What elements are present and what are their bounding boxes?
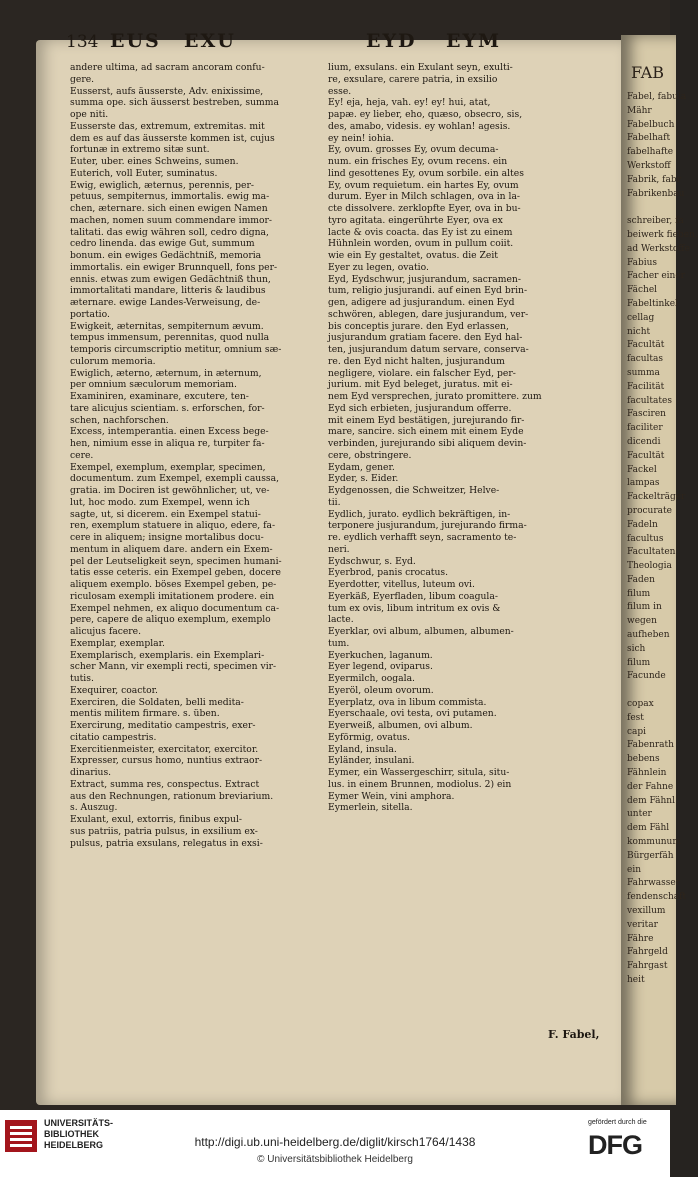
edge-text-line: Fahrgast xyxy=(627,961,668,972)
text-line: Exemplar, exemplar. xyxy=(70,637,165,649)
edge-text-line: Facultaten xyxy=(627,547,676,558)
edge-text-line: procurate xyxy=(627,505,672,516)
edge-text-line: capi xyxy=(627,726,647,737)
text-line: Eydlich, jurato. eydlich bekräftigen, in- xyxy=(328,508,511,520)
edge-text-line: aufheben xyxy=(627,630,670,641)
text-line: Expresser, cursus homo, nuntius extraor- xyxy=(70,755,263,767)
edge-text-line: schreiber, fa xyxy=(627,216,684,227)
text-line: Excess, intemperantia. einen Excess bege- xyxy=(70,426,269,438)
text-line: mit einem Eyd bestätigen, jurejurando fir- xyxy=(328,414,525,426)
text-line: terponere jusjurandum, jurejurando firma- xyxy=(328,520,527,532)
text-line: cere, obstringere. xyxy=(328,449,412,461)
text-line: lium, exsulans. ein Exulant seyn, exulti- xyxy=(328,62,513,73)
text-line: bis conceptis jurare. den Eyd erlassen, xyxy=(328,320,509,332)
text-line: immortalitati mandare, litteris & laudibus xyxy=(70,285,266,297)
text-line: gratia. im Dociren ist gewöhnlicher, ut, ve- xyxy=(70,485,270,496)
text-line: re. den Eyd nicht halten, jusjurandum xyxy=(328,355,505,367)
text-line: per omnium sæculorum memoriam. xyxy=(70,379,237,391)
edge-text-line: unter xyxy=(627,809,652,820)
text-line: Ewigkeit, æternitas, sempiternum ævum. xyxy=(70,320,264,332)
text-line: Eyerbrod, panis crocatus. xyxy=(328,567,449,579)
edge-text-line: Fahrgeld xyxy=(627,947,668,958)
text-line: Eyder, s. Eider. xyxy=(328,473,399,485)
text-line: lut, hoc modo. zum Exempel, wenn ich xyxy=(70,496,250,508)
text-line: gere. xyxy=(70,73,95,85)
text-line: cedro linenda. das ewige Gut, summum xyxy=(70,238,255,250)
text-line: ennis. etwas zum ewigen Gedächtniß thun, xyxy=(70,273,271,285)
text-line: Eyland, insula. xyxy=(328,743,397,755)
text-line: cere. xyxy=(70,449,94,461)
text-line: machen, nomen suum commendare immor- xyxy=(70,214,273,226)
text-line: gen, adigere ad jusjurandum. einen Eyd xyxy=(328,297,515,308)
edge-text-line: Fahrwasser xyxy=(627,878,681,889)
text-line: cte dissolvere. zerklopfte Eyer, ova in bu- xyxy=(328,203,521,214)
text-line: Exercitienmeister, exercitator, exercitor. xyxy=(70,743,259,755)
text-line: durum. Eyer in Milch schlagen, ova in la- xyxy=(328,191,521,203)
text-line: Exerciren, die Soldaten, belli medita- xyxy=(70,696,244,708)
edge-text-line: Fabrik, fabr xyxy=(627,174,681,185)
text-line: sus patriis, patria pulsus, in exsilium ex- xyxy=(70,825,258,837)
edge-text-line: nicht xyxy=(627,326,651,337)
text-line: Eydam, gener. xyxy=(328,461,395,473)
text-line: tempus immensum, perennitas, quod nulla xyxy=(70,332,270,344)
edge-text-line: lampas xyxy=(627,478,660,489)
catchword: F. Fabel, xyxy=(548,1028,600,1041)
text-line: lacte. xyxy=(328,614,354,626)
next-page-text xyxy=(621,35,698,988)
text-line: nem Eyd versprechen, jurato promittere. zum xyxy=(328,391,542,402)
edge-text-line: filum xyxy=(627,588,651,599)
text-line: Exempel nehmen, ex aliquo documentum ca- xyxy=(70,602,280,614)
text-line: Eymerlein, sitella. xyxy=(328,802,413,814)
edge-text-line: Mähr xyxy=(627,105,652,116)
text-line: hen, nimium esse in aliqua re, turpiter fa- xyxy=(70,438,265,449)
text-line: portatio. xyxy=(70,308,110,320)
text-line: dinarius. xyxy=(70,767,112,778)
text-line: Euterich, voll Euter, suminatus. xyxy=(70,167,218,179)
text-line: dem es auf das äusserste kommen ist, cujus xyxy=(70,132,275,144)
text-line: Eyeröl, oleum ovorum. xyxy=(328,684,434,696)
text-line: Exequirer, coactor. xyxy=(70,684,158,696)
funder-logo[interactable] xyxy=(588,1118,666,1174)
page-number: 134 xyxy=(66,32,99,52)
edge-text-line: Bürgerfäh xyxy=(627,850,674,861)
text-line: tyro agitata. eingerührte Eyer, ova ex xyxy=(328,214,503,226)
edge-text-line: Theologia xyxy=(627,561,672,572)
funded-by-label: gefördert durch die xyxy=(588,1119,647,1126)
edge-text-line xyxy=(627,201,676,215)
edge-text-line: kommunum xyxy=(627,837,681,848)
edge-text-line: Fabeltinkel xyxy=(627,298,678,309)
text-line: Exulant, exul, extorris, finibus expul- xyxy=(70,814,242,825)
headword-4: EYM xyxy=(446,30,502,52)
edge-text-line: Werkstoff xyxy=(627,160,671,171)
text-line: mare, sancire. sich einem mit einem Eyde xyxy=(328,426,524,438)
text-line: andere ultima, ad sacram ancoram confu- xyxy=(70,62,265,73)
edge-text-line: dem Fähnl xyxy=(627,795,675,806)
viewer-footer xyxy=(0,1110,670,1177)
text-line: s. Auszug. xyxy=(70,802,118,814)
edge-text-line: Fächel xyxy=(627,285,658,296)
text-line: ope niti. xyxy=(70,109,109,120)
text-line: Exempel, exemplum, exemplar, specimen, xyxy=(70,461,266,473)
edge-text-line: Fabelhaft xyxy=(627,133,671,144)
edge-text-line: Fasciren xyxy=(627,409,666,420)
text-line: Eyerklar, ovi album, albumen, albumen- xyxy=(328,626,514,637)
edge-text-line: fabelhafte xyxy=(627,147,674,158)
text-line: re, exsulare, carere patria, in exsilio xyxy=(328,73,498,85)
text-line: pere, capere de aliquo exemplum, exemplo xyxy=(70,614,271,626)
edge-text-line: heit xyxy=(627,975,645,985)
edge-text-line: fendenschaft xyxy=(627,892,687,903)
text-line: Eyd, Eydschwur, jusjurandum, sacramen- xyxy=(328,273,521,285)
text-line: lind gesottenes Ey, ovum sorbile. ein altes xyxy=(328,167,524,179)
text-line: Eymer Wein, vini amphora. xyxy=(328,790,455,802)
text-line: Eyerschaale, ovi testa, ovi putamen. xyxy=(328,708,497,720)
text-line: pulsus, patria exsulans, relegatus in exsi- xyxy=(70,837,263,849)
text-line: cere in aliquem; insigne mortalibus docu- xyxy=(70,532,264,543)
library-name-line1: UNIVERSITÄTS- xyxy=(44,1118,114,1128)
text-line: aus den Rechnungen, rationum breviarium. xyxy=(70,790,274,802)
text-line: Eyerweiß, albumen, ovi album. xyxy=(328,720,473,731)
text-line: talitati. das ewig währen soll, cedro digna, xyxy=(70,226,269,238)
text-line: Eydschwur, s. Eyd. xyxy=(328,555,416,567)
edge-text-line xyxy=(627,684,676,698)
text-line: Eyländer, insulani. xyxy=(328,755,415,767)
text-line: ren, exemplum statuere in aliquo, edere, fa- xyxy=(70,520,276,532)
edge-text-line: veritar xyxy=(627,919,658,930)
text-line: esse. xyxy=(328,85,352,97)
headword-3: EYD xyxy=(366,30,417,52)
edge-text-line: filum xyxy=(627,657,651,668)
text-line: Eyerplatz, ova in libum commista. xyxy=(328,696,487,708)
text-line: Exemplarisch, exemplaris. ein Exemplari- xyxy=(70,649,265,661)
text-line: tatis esse ceteris. ein Exempel geben, docere xyxy=(70,567,281,579)
text-line: Eyd sich erbieten, jusjurandum offerre. xyxy=(328,402,512,414)
text-line: Hühnlein worden, ovum in pullum coiit. xyxy=(328,238,514,250)
edge-text-line: facultates xyxy=(627,395,672,406)
edge-text-line: sich xyxy=(627,643,646,654)
text-line: Eyerdotter, vitellus, luteum ovi. xyxy=(328,579,475,590)
edge-text-line: summa xyxy=(627,367,660,378)
text-line: negligere, violare. ein falscher Eyd, per- xyxy=(328,367,516,379)
text-line: Exercirung, meditatio campestris, exer- xyxy=(70,720,256,731)
edge-text-line: Fabel, fabula xyxy=(627,92,687,102)
edge-text-line: cellag xyxy=(627,312,655,323)
edge-text-line: Facher einer xyxy=(627,271,685,282)
text-line: scher Mann, vir exempli recti, specimen vir- xyxy=(70,661,277,673)
text-line: alicujus facere. xyxy=(70,626,142,637)
edge-text-line: Fackelträger xyxy=(627,492,686,503)
edge-text-line: Facultät xyxy=(627,450,665,461)
text-line: Ey, ovum requietum. ein hartes Ey, ovum xyxy=(328,179,519,191)
text-line: tum. xyxy=(328,637,350,649)
edge-text-line: Fadeln xyxy=(627,519,658,530)
text-line: neri. xyxy=(328,543,350,555)
next-page-headword: FAB xyxy=(631,63,665,82)
text-line: Eyerkäß, Eyerfladen, libum coagula- xyxy=(328,590,498,602)
text-line: immortalis. ein ewiger Brunnquell, fons per- xyxy=(70,261,278,273)
text-line: schen, nachforschen. xyxy=(70,414,169,426)
text-line: Euter, uber. eines Schweins, sumen. xyxy=(70,156,239,167)
text-line: Ey, ovum. grosses Ey, ovum decuma- xyxy=(328,144,499,156)
text-line: tare alicujus scientiam. s. erforschen, for- xyxy=(70,402,265,414)
library-name-line3: HEIDELBERG xyxy=(44,1140,104,1150)
text-line: mentum in aliquem dare. andern ein Exem- xyxy=(70,543,273,555)
edge-text-line: facultus xyxy=(627,533,664,544)
text-line: mentis militem firmare. s. üben. xyxy=(70,708,220,720)
text-line: jurium. mit Eyd beleget, juratus. mit ei- xyxy=(328,379,513,391)
text-line: Eusserst, aufs äusserste, Adv. enixissime, xyxy=(70,85,264,97)
text-line: sagte, ut, si dicerem. ein Exempel statui- xyxy=(70,508,261,520)
text-line: num. ein frisches Ey, ovum recens. ein xyxy=(328,156,508,167)
edge-text-line: ad Werkstoffe xyxy=(627,243,690,254)
edge-text-line: copax xyxy=(627,699,654,710)
edge-text-line: beiwerk fieben, xyxy=(627,229,698,240)
text-line: chen, æternare. sich einen ewigen Namen xyxy=(70,203,268,214)
text-line: tii. xyxy=(328,496,341,508)
edge-text-line: Fabius xyxy=(627,257,658,268)
text-line: schwören, ablegen, dare jusjurandum, ver- xyxy=(328,308,529,320)
text-line: Eyer zu legen, ovatio. xyxy=(328,261,429,273)
next-page-edge xyxy=(621,35,698,1105)
text-line: verbinden, jurejurando sibi aliquem devin- xyxy=(328,438,527,449)
text-line: Ey! eja, heja, vah. ey! ey! hui, atat, xyxy=(328,97,491,109)
text-line: Eydgenossen, die Schweitzer, Helve- xyxy=(328,485,500,496)
text-line: wie ein Ey gestaltet, ovatus. die Zeit xyxy=(328,250,498,261)
text-line: citatio campestris. xyxy=(70,731,157,743)
edge-text-line: fest xyxy=(627,712,644,723)
text-line: documentum. zum Exempel, exempli caussa, xyxy=(70,473,280,485)
edge-text-line: der Fahne xyxy=(627,781,674,792)
headword-2: EXU xyxy=(184,30,236,52)
text-line: culorum memoria. xyxy=(70,355,156,367)
text-line: Extract, summa res, conspectus. Extract xyxy=(70,778,260,790)
text-line: summa ope. sich äusserst bestreben, summa xyxy=(70,97,279,109)
text-line: fortunæ in extremo sitæ sunt. xyxy=(70,144,210,156)
edge-text-line: facultas xyxy=(627,354,664,365)
edge-text-line: filum in xyxy=(627,602,662,613)
left-column xyxy=(70,62,315,849)
text-line: riculosam exempli imitationem prodere. ein xyxy=(70,590,275,602)
text-line: tum ex ovis, libum intritum ex ovis & xyxy=(328,602,501,614)
text-line: lus. in einem Brunnen, modiolus. 2) ein xyxy=(328,778,512,790)
edge-text-line: Facultät xyxy=(627,340,665,351)
edge-text-line: Faden xyxy=(627,574,655,585)
text-line: Eyer legend, oviparus. xyxy=(328,661,433,673)
edge-text-line: Fähnlein xyxy=(627,768,667,779)
edge-text-line: Fackel xyxy=(627,464,657,475)
edge-text-line: Facilität xyxy=(627,381,665,392)
right-column xyxy=(328,62,573,814)
text-line: pel der Leutseligkeit seyn, specimen humani- xyxy=(70,555,282,567)
page-header xyxy=(66,30,566,60)
edge-text-line: faciliter xyxy=(627,423,663,434)
edge-text-line: vexillum xyxy=(627,906,666,917)
text-line: lacte & ovis coacta. das Ey ist zu einem xyxy=(328,226,513,238)
text-line: des, amabo, videsis. ey wohlan! agesis. xyxy=(328,120,511,132)
edge-text-line: wegen xyxy=(627,616,657,627)
edge-text-line: bebens xyxy=(627,754,660,765)
text-line: papæ. ey lieber, eho, quæso, obsecro, sis, xyxy=(328,109,523,120)
edge-text-line: Facunde xyxy=(627,671,666,682)
text-line: ey nein! iohia. xyxy=(328,132,395,144)
edge-text-line: ein xyxy=(627,864,642,875)
edge-text-line: dem Fähl xyxy=(627,823,670,834)
text-line: temporis circumscriptio metitur, omnium sæ- xyxy=(70,344,282,355)
edge-text-line: Fabenrath xyxy=(627,740,674,751)
edge-text-line: Fabrikenbau xyxy=(627,188,685,199)
text-line: æternare. ewige Landes-Verweisung, de- xyxy=(70,297,261,308)
text-line: Eusserste das, extremum, extremitas. mit xyxy=(70,120,265,132)
text-line: Ewig, ewiglich, æternus, perennis, per- xyxy=(70,179,254,191)
copyright-notice: © Universitätsbibliothek Heidelberg xyxy=(257,1154,413,1165)
edge-text-line: Fähre xyxy=(627,933,654,944)
text-line: jusjurandum gratiam facere. den Eyd hal- xyxy=(328,332,523,344)
headword-1: EUS xyxy=(110,30,161,52)
library-name-line2: BIBLIOTHEK xyxy=(44,1129,99,1139)
text-line: Examiniren, examinare, excutere, ten- xyxy=(70,391,249,402)
text-line: Eyförmig, ovatus. xyxy=(328,731,411,743)
text-line: ten, jusjurandum datum servare, conserva- xyxy=(328,344,529,355)
text-line: re. eydlich verhafft seyn, sacramento te- xyxy=(328,532,517,543)
text-line: petuus, sempiternus, immortalis. ewig ma- xyxy=(70,191,270,203)
text-line: Eyermilch, oogala. xyxy=(328,673,415,684)
edge-text-line: dicendi xyxy=(627,436,661,447)
text-line: Eyerkuchen, laganum. xyxy=(328,649,433,661)
permalink-url[interactable]: http://digi.ub.uni-heidelberg.de/diglit/kirsch1764/1438 xyxy=(194,1135,476,1149)
text-line: Ewiglich, æterno, æternum, in æternum, xyxy=(70,367,262,379)
text-line: bonum. ein ewiges Gedächtniß, memoria xyxy=(70,250,262,261)
dfg-mark: DFG xyxy=(588,1130,642,1160)
text-line: Eymer, ein Wassergeschirr, situla, situ- xyxy=(328,767,510,778)
edge-text-line: Fabelbuch xyxy=(627,119,675,130)
text-line: aliquem exemplo. böses Exempel geben, pe- xyxy=(70,579,277,590)
text-line: tum, religio jusjurandi. auf einen Eyd brin- xyxy=(328,285,528,297)
text-line: tutis. xyxy=(70,673,94,684)
